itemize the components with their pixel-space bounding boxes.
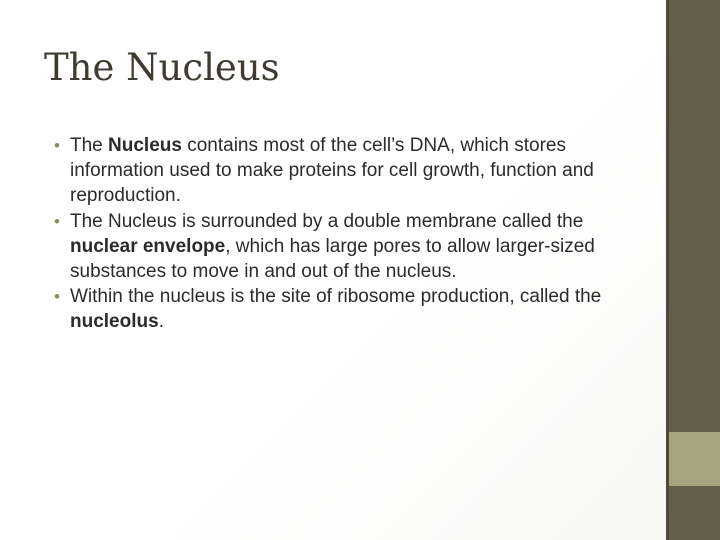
bullet-list <box>48 133 644 335</box>
bullet-text: , which has large pores to allow larger-sized substances to move in and out of the nucleus. <box>70 235 595 283</box>
bullet-item <box>48 209 644 285</box>
bullet-emphasis: nucleolus <box>70 311 159 333</box>
bullet-icon: • <box>54 211 60 231</box>
bullet-item <box>48 284 644 334</box>
side-accent-block <box>669 432 720 486</box>
slide-title: The Nucleus <box>44 46 280 89</box>
bullet-text: The Nucleus is surrounded by a double membrane called the <box>70 210 584 232</box>
bullet-text: . <box>158 311 164 333</box>
bullet-emphasis: Nucleus <box>108 135 182 156</box>
bullet-item <box>48 133 644 209</box>
bullet-text: The <box>70 135 109 156</box>
bullet-icon: • <box>54 136 60 155</box>
bullet-icon: • <box>54 287 60 307</box>
bullet-emphasis: nuclear envelope <box>70 235 226 257</box>
bullet-text: Within the nucleus is the site of ribosome production, called the <box>70 286 602 308</box>
bullet-text: contains most of the cell’s DNA, which stores information used to make proteins for cell growth, function and reproduction. <box>70 135 594 207</box>
